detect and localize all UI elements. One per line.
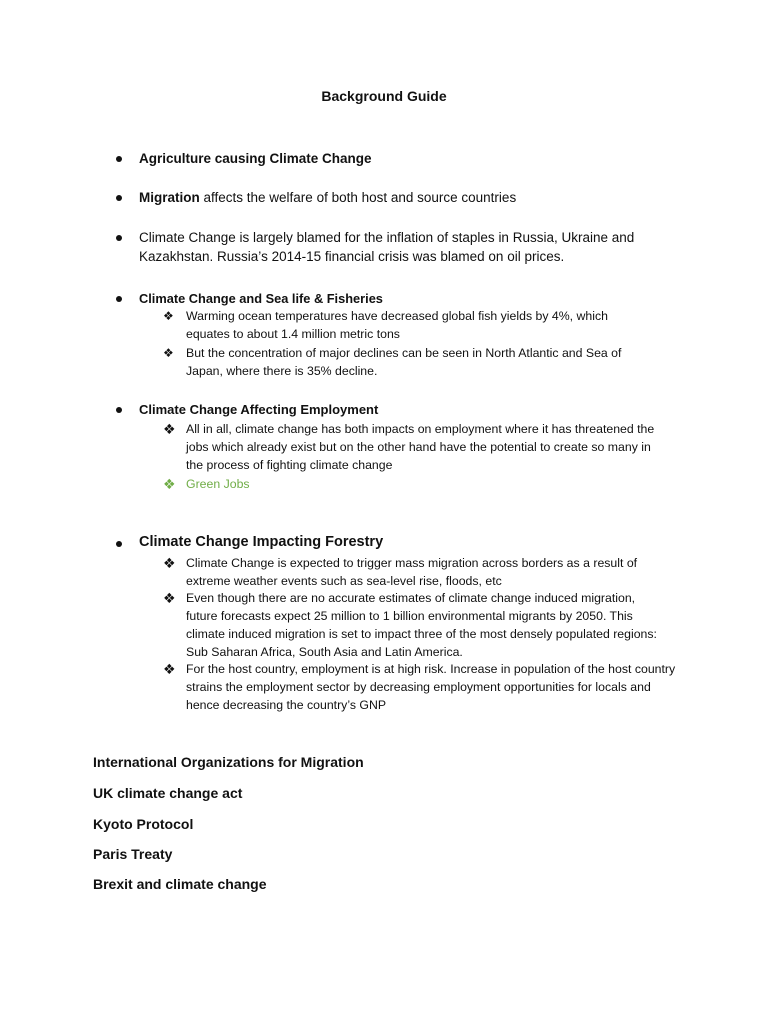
diamond-bullet-icon: ❖ bbox=[163, 590, 176, 606]
bullet-employment: Climate Change Affecting Employment bbox=[139, 402, 379, 417]
sub-item-host-country: For the host country, employment is at high risk. Increase in population of the host country strains the employment sector by decreasing employment opportunities for locals and hence decreasing the country’s GNP bbox=[186, 662, 676, 712]
diamond-bullet-icon: ❖ bbox=[163, 421, 176, 437]
sub-item-employment-impacts: All in all, climate change has both impacts on employment where it has threatened the jobs which already exist but on the other hand have the potential to create so many in the process of fighting climate change bbox=[186, 422, 655, 472]
bullet-dot bbox=[116, 195, 122, 201]
footer-item-kyoto: Kyoto Protocol bbox=[93, 816, 194, 832]
bullet-migration-rest: affects the welfare of both host and source countries bbox=[199, 190, 517, 205]
sub-item-fish-yields: Warming ocean temperatures have decreased global fish yields by 4%, which equates to about 1.4 million metric tons bbox=[186, 309, 608, 341]
footer-item-iom: International Organizations for Migration bbox=[93, 754, 364, 770]
bullet-forestry: Climate Change Impacting Forestry bbox=[139, 534, 384, 550]
bullet-dot bbox=[116, 235, 122, 241]
footer-item-brexit: Brexit and climate change bbox=[93, 876, 267, 892]
diamond-bullet-icon: ❖ bbox=[163, 346, 174, 360]
bullet-staples-inflation: Climate Change is largely blamed for the inflation of staples in Russia, Ukraine and Kazakhstan. Russia’s 2014-15 financial crisis was blamed on oil prices. bbox=[139, 230, 635, 264]
sub-item-migration-forecast: Even though there are no accurate estimates of climate change induced migration, future forecasts expect 25 million to 1 billion environmental migrants by 2050. This climate induced migration is set to impact three of the most densely populated regions: Sub Saharan Africa, South Asia and Latin America. bbox=[186, 591, 657, 659]
diamond-bullet-icon: ❖ bbox=[163, 661, 176, 677]
bullet-migration bbox=[139, 188, 679, 207]
page-title: Background Guide bbox=[321, 88, 447, 104]
sub-item-mass-migration: Climate Change is expected to trigger mass migration across borders as a result of extreme weather events such as sea-level rise, floods, etc bbox=[186, 556, 638, 588]
sub-item-declines: But the concentration of major declines can be seen in North Atlantic and Sea of Japan, where there is 35% decline. bbox=[186, 346, 622, 378]
diamond-bullet-icon: ❖ bbox=[163, 555, 176, 571]
bullet-dot bbox=[116, 407, 122, 413]
sub-item-green-jobs: Green Jobs bbox=[186, 477, 250, 491]
bullet-migration-bold: Migration bbox=[139, 190, 200, 205]
bullet-dot bbox=[116, 541, 122, 547]
footer-item-uk-act: UK climate change act bbox=[93, 785, 243, 801]
bullet-sea-life: Climate Change and Sea life & Fisheries bbox=[139, 291, 383, 306]
diamond-bullet-icon: ❖ bbox=[163, 476, 176, 492]
bullet-agriculture: Agriculture causing Climate Change bbox=[139, 151, 372, 166]
footer-item-paris: Paris Treaty bbox=[93, 846, 173, 862]
bullet-dot bbox=[116, 156, 122, 162]
bullet-dot bbox=[116, 296, 122, 302]
diamond-bullet-icon: ❖ bbox=[163, 309, 174, 323]
